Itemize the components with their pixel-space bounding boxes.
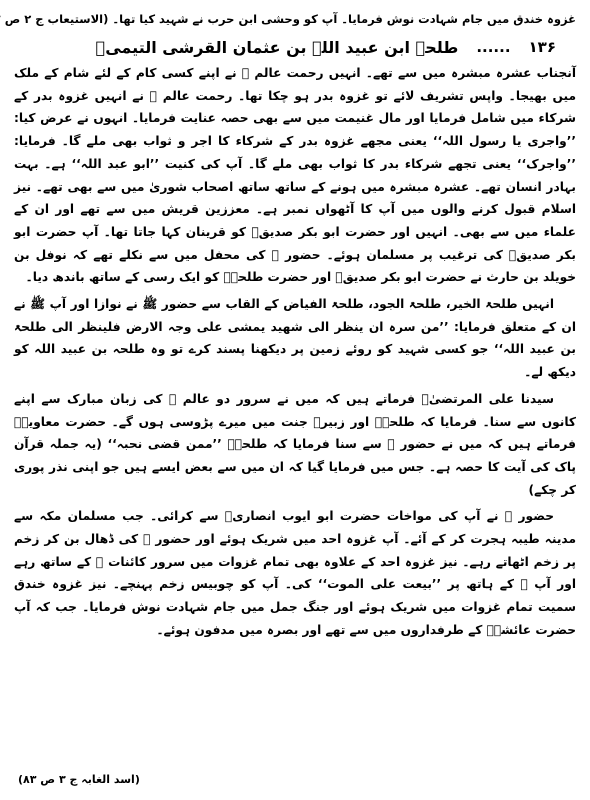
paragraph-3: سیدنا علی المرتضیٰؓ فرماتے ہیں کہ میں نے سرور دو عالم ﷺ کی زبان مبارک سے اپنے کانوں سے سنا۔ فرمایا کہ طلحہؓ اور زبیرؓ جنت میں میرے پڑوسی ہوں گے۔ حضرت معاویہؓ فرماتے ہیں کہ میں نے حضور ﷺ سے سنا فرمایا کہ طلحہؓ ’’ممن قضی نحبہ‘‘ (یہ جملہ قرآن پاک کی آیت کا حصہ ہے۔ جس میں فرمایا گیا کہ ان میں سے بعض ایسے ہیں جو اپنی نذر پوری کر چکے)	[14, 391, 576, 497]
footer-reference: (اسد الغابہ ج ۳ ص ۸۳)	[18, 773, 140, 786]
paragraph-2: انہیں طلحۃ الخیر، طلحۃ الجود، طلحۃ الفیاض کے القاب سے حضور ﷺ نے نوازا اور آپ ﷺ نے ان کے متعلق فرمایا: ’’من سرہ ان ینظر الی شھید یمشی علی وجہ الارض فلینظر الی طلحۃ بن عبید اللہ‘‘ جو کسی شہید کو روئے زمین پر دیکھنا پسند کرے تو وہ طلحہ بن عبید اللہ کو دیکھ لے۔	[14, 297, 576, 380]
paragraph-4: حضور ﷺ نے آپ کی مواخات حضرت ابو ایوب انصاریؓ سے کرائی۔ جب مسلمان مکہ سے مدینہ طیبہ ہجرت کر کے آئے۔ آپ غزوہ احد میں شریک ہوئے اور حضور ﷺ کی ڈھال بن کر زخم پر زخم اٹھاتے رہے۔ نیز غزوہ احد کے علاوہ بھی تمام غزوات میں سرور کائنات ﷺ کے ساتھ رہے اور آپ ﷺ کے ہاتھ پر ’’بیعت علی الموت‘‘ کی۔ آپ کو چوبیس زخم پہنچے۔ نیز غزوہ خندق سمیت تمام غزوات میں شریک ہوئے اور جنگ جمل میں جام شہادت نوش فرمایا۔ جب کہ آپ حضرت عائشہؓ کے طرفداروں میں سے تھے اور بصرہ میں مدفون ہوئے۔	[14, 509, 576, 637]
entry-dots: ......	[476, 38, 511, 56]
entry-number: ۱۳۶	[528, 38, 556, 56]
entry-heading	[14, 32, 556, 62]
continuation-line: غزوہ خندق میں جام شہادت نوش فرمایا۔ آپ کو وحشی ابن حرب نے شہید کیا تھا۔ (الاستیعاب ج ۲ ص	[4, 12, 576, 26]
paragraph-1: آنجناب عشرہ مبشرہ میں سے تھے۔ انہیں رحمت عالم ﷺ نے اپنے کسی کام کے لئے شام کے ملک میں بھیجا۔ واپس تشریف لائے تو غزوہ بدر ہو چکا تھا۔ رحمت عالم ﷺ نے انہیں غزوہ بدر کے شرکاء میں شامل فرمایا اور مال غنیمت میں سے بھی حصہ عنایت فرمایا۔ انہوں نے عرض کیا: ’’واجری یا رسول اللہ‘‘ یعنی مجھے غزوہ بدر کے شرکاء کا اجر و ثواب بھی ملے گا۔ فرمایا: ’’واجرک‘‘ یعنی تجھے شرکاء بدر کا ثواب بھی ملے گا۔ آپ کی کنیت ’’ابو عبد اللہ‘‘ ہے۔ بہت بہادر انسان تھے۔ عشرہ مبشرہ میں ہونے کے ساتھ ساتھ اصحاب شوریٰ میں سے بھی تھے۔ نیز اسلام قبول کرنے والوں میں آپ کا آٹھواں نمبر ہے۔ معززین قریش میں سے تھے اور ان کے علماء میں سے بھی۔ انہیں اور حضرت ابو بکر صدیقؓ کو قرینان کہا جاتا تھا۔ آپ حضرت ابو بکر صدیقؓ کی ترغیب پر مسلمان ہوئے۔ حضور ﷺ کی محفل میں سے نکلے تھے کہ نوفل بن خویلد بن حارث نے حضرت ابو بکر صدیقؓ اور حضرت طلحہؓ کو ایک رسی کے ساتھ باندھ دیا۔	[14, 66, 576, 285]
entry-name: طلحہ ابن عبید اللہ بن عثمان القرشی التیمیؓ	[95, 37, 459, 57]
